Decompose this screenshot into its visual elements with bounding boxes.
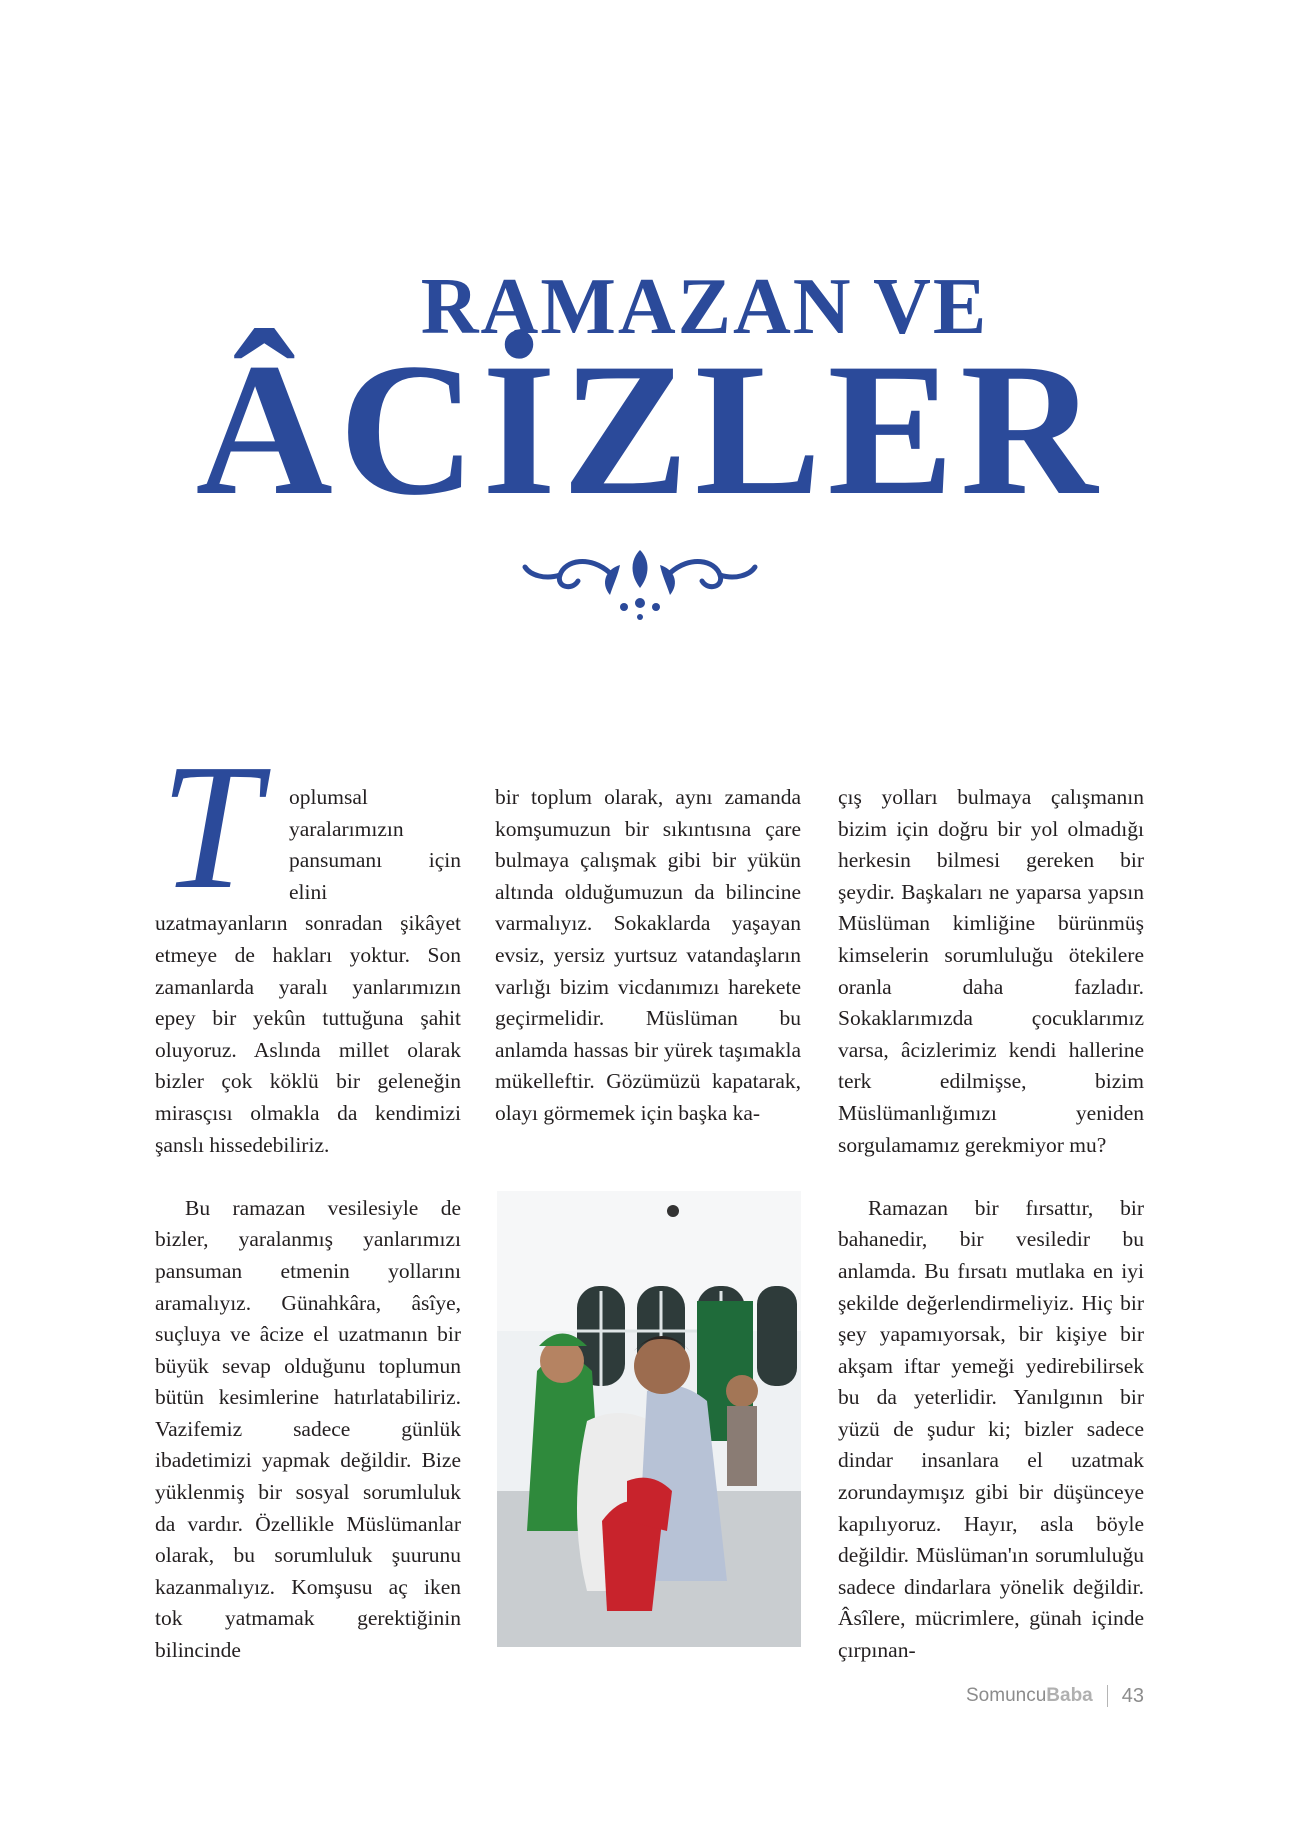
text-column-3 [838, 782, 1144, 1667]
text-column-1 [155, 727, 461, 1667]
page-number: 43 [1121, 1684, 1144, 1707]
brand-logo: SomuncuBaba [966, 1685, 1093, 1706]
paragraph: oplumsal yaralarımızın pansumanı için elini uzatmayanların sonradan şikâyet etmeye de hakları yoktur. Son zamanlarda yaralı yanlarımızın epey bir yekûn tuttuğuna şahit oluyoruz. Aslında millet olarak bizler çok köklü bir geleneğin mirasçısı olmakla da kendimizi şanslı hissedebiliriz. [155, 785, 461, 1157]
decorative-ornament [520, 545, 760, 625]
article-photo [497, 1191, 801, 1647]
page-footer [966, 1682, 1144, 1710]
paragraph: Ramazan bir fırsattır, bir bahanedir, bir vesiledir bu anlamda. Bu fırsatı mutlaka en iyi şekilde değerlendirmeliyiz. Hiç bir şey yapamıyorsak, bir kişiye bir akşam iftar yemeği yedirebilirsek bu da yeterlidir. Yanılgının bir yüzü de şudur ki; bizler sadece dindar insanlara el uzatmak zorundaymışız gibi bir düşünceye kapılıyoruz. Hayır, asla böyle değildir. Müslüman'ın sorumluluğu sadece dindarlara yönelik değildir. Âsîlere, mücrimlere, günah içinde çırpınan- [838, 1195, 1144, 1663]
drop-cap: T [159, 727, 261, 926]
title-line-2: ÂCİZLER [195, 325, 1104, 535]
paragraph: bir toplum olarak, aynı zamanda komşumuzun bir sıkıntısına çare bulmaya çalışmak gibi bir yükün altında olduğumuzun da bilincine varmalıyız. Sokaklarda yaşayan evsiz, yersiz yurtsuz vatandaşların varlığı bizim vicdanımızı harekete geçirmelidir. Müslüman bu anlamda hassas bir yürek taşımakla mükelleftir. Gözümüzü kapatarak, olayı görmemek için başka ka- [495, 785, 801, 1125]
text-column-2 [495, 782, 801, 1130]
paragraph: çış yolları bulmaya çalışmanın bizim için doğru bir yol olmadığı herkesin bilmesi gereken bir şeydir. Başkaları ne yaparsa yapsın Müslüman kimliğine bürünmüş kimselerin sorumluluğu ötekilere oranla daha fazladır. Sokaklarımızda çocuklarımız varsa, âcizlerimiz kendi hallerine terk edilmişse, bizim Müslümanlığımızı yeniden sorgulamamız gerekmiyor mu? [838, 785, 1144, 1157]
footer-divider [1107, 1685, 1108, 1707]
title-line-1: RAMAZAN VE [420, 263, 989, 351]
paragraph: Bu ramazan vesilesiyle de bizler, yaralanmış yanlarımızı pansuman etmenin yollarını aramalıyız. Günahkâra, âsîye, suçluya ve âcize el uzatmanın bir büyük sevap olduğunu toplumun bütün kesimlerine hatırlatabiliriz. Vazifemiz sadece günlük ibadetimizi yapmak değildir. Bize yüklenmiş bir sosyal sorumluluk da vardır. Özellikle Müslümanlar olarak, bu sorumluluk şuurunu kazanmalıyız. Komşusu aç iken tok yatmamak gerektiğinin bilincinde [155, 1195, 461, 1663]
